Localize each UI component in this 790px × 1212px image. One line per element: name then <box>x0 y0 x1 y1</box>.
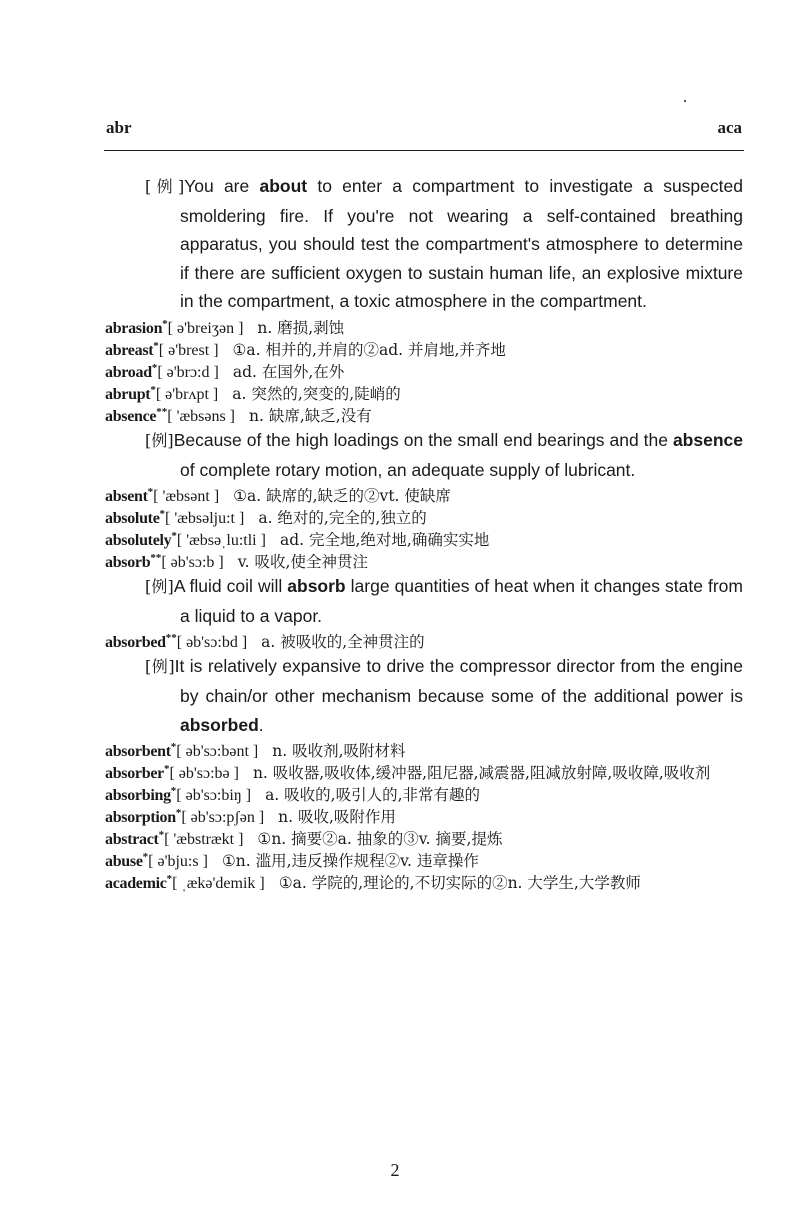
headword: abstract <box>105 831 159 849</box>
definition: n. 磨损,剥蚀 <box>257 318 345 337</box>
frequency-stars: * <box>162 317 168 330</box>
example-text: large quantities of heat when it changes state from a liquid to a vapor. <box>180 576 743 626</box>
phonetic: [ ˌækə'demik ] <box>172 875 265 893</box>
headword: absorbent <box>105 743 171 761</box>
phonetic: [ əb'sɔ:pʃən ] <box>181 809 265 827</box>
phonetic: [ əb'sɔ:bənt ] <box>176 743 259 761</box>
dictionary-entry <box>105 360 743 382</box>
headword: absent <box>105 488 148 506</box>
phonetic: [ əb'sɔ:bd ] <box>176 634 248 652</box>
dictionary-entry <box>105 528 743 550</box>
dictionary-entry <box>105 849 743 871</box>
phonetic: [ 'æbsəˌlu:tli ] <box>176 532 266 550</box>
example-text: You are <box>184 176 260 196</box>
phonetic: [ 'æbsəns ] <box>167 407 235 425</box>
example-text: to enter a compartment to investigate a suspected smoldering fire. If you're not wearing a self-contained breathing apparatus, you should test the compartment's atmosphere to determine if there are sufficient oxygen to sustain human life, an explosive mixture in the compartment, a toxic atmosphere in the compartment. <box>180 176 743 312</box>
frequency-stars: * <box>142 851 149 864</box>
example-label: [例] <box>145 577 174 597</box>
definition: n. 吸收器,吸收体,缓冲器,阻尼器,减震器,阻减放射障,吸收障,吸收剂 <box>252 764 711 783</box>
frequency-stars: * <box>147 486 154 499</box>
phonetic: [ 'æbsəlju:t ] <box>165 510 245 528</box>
dictionary-entry <box>105 484 743 506</box>
definition: n. 吸收剂,吸附材料 <box>272 742 406 761</box>
definition: ①n. 滥用,违反操作规程②v. 违章操作 <box>221 852 479 871</box>
frequency-stars: * <box>151 361 158 374</box>
phonetic: [ ə'breiʒən ] <box>167 319 244 337</box>
example-label: [例] <box>145 177 185 196</box>
headword: absorption <box>105 809 176 827</box>
frequency-stars: * <box>171 530 177 543</box>
definition: v. 吸收,使全神贯注 <box>237 553 368 572</box>
phonetic: [ ə'brest ] <box>158 341 219 359</box>
dictionary-entry <box>105 783 743 805</box>
frequency-stars: * <box>158 829 165 842</box>
example-text: A fluid coil will <box>173 576 288 597</box>
phonetic: [ əb'sɔ:biŋ ] <box>176 787 252 805</box>
headword: absorbed <box>105 634 166 652</box>
dictionary-entry <box>105 761 743 783</box>
running-header-right: aca <box>717 118 742 137</box>
definition: a. 吸收的,吸引人的,非常有趣的 <box>265 786 481 805</box>
example-sentence <box>105 172 743 316</box>
phonetic: [ əb'sɔ:b ] <box>161 554 224 572</box>
definition: a. 被吸收的,全神贯注的 <box>261 633 425 652</box>
example-sentence <box>105 426 743 484</box>
headword: absence <box>105 407 157 425</box>
example-highlight-word: absence <box>672 429 743 450</box>
frequency-stars: * <box>170 741 177 754</box>
dictionary-entries <box>105 172 743 893</box>
headword: absorber <box>105 765 164 783</box>
dictionary-entry <box>105 338 743 360</box>
definition: ①a. 缺席的,缺乏的②vt. 使缺席 <box>233 487 451 506</box>
definition: ①a. 相并的,并肩的②ad. 并肩地,并齐地 <box>232 340 506 359</box>
definition: n. 缺席,缺乏,没有 <box>249 406 372 425</box>
phonetic: [ ə'bju:s ] <box>148 853 208 871</box>
running-header-left: abr <box>106 118 132 137</box>
dictionary-entry <box>105 805 743 827</box>
dictionary-entry <box>105 871 743 893</box>
frequency-stars: ** <box>156 405 168 418</box>
headword: abrupt <box>105 385 151 403</box>
dictionary-entry <box>105 404 743 426</box>
phonetic: [ 'æbstrækt ] <box>164 831 244 849</box>
definition: ad. 在国外,在外 <box>232 362 345 381</box>
definition: a. 绝对的,完全的,独立的 <box>258 509 427 528</box>
frequency-stars: * <box>159 508 165 521</box>
frequency-stars: * <box>175 807 182 820</box>
headword: abroad <box>105 363 152 381</box>
headword: abuse <box>105 853 143 871</box>
example-highlight-word: absorbed <box>180 714 259 735</box>
example-highlight-word: absorb <box>287 576 346 597</box>
headword: absorb <box>105 554 151 572</box>
headword: absolute <box>105 510 160 528</box>
example-text: Because of the high loadings on the small end bearings and the <box>173 429 673 450</box>
frequency-stars: ** <box>150 552 162 565</box>
dictionary-entry <box>105 382 743 404</box>
frequency-stars: * <box>163 763 170 776</box>
example-text: It is relatively expansive to drive the compressor director from the engine by chain/or other mechanism because some of the additional power is <box>174 656 743 706</box>
dictionary-entry <box>105 506 743 528</box>
definition: a. 突然的,突变的,陡峭的 <box>232 384 401 403</box>
dictionary-entry <box>105 739 743 761</box>
definition: ①n. 摘要②a. 抽象的③v. 摘要,提炼 <box>257 830 503 849</box>
example-text: of complete rotary motion, an adequate supply of lubricant. <box>180 459 636 480</box>
headword: absorbing <box>105 787 171 805</box>
dictionary-entry <box>105 630 743 652</box>
definition: ad. 完全地,绝对地,确确实实地 <box>279 531 490 550</box>
headword: abreast <box>105 341 154 359</box>
dictionary-entry <box>105 550 743 572</box>
frequency-stars: * <box>166 873 173 886</box>
phonetic: [ 'æbsənt ] <box>153 488 220 506</box>
frequency-stars: ** <box>165 632 177 645</box>
scan-speck <box>684 100 686 102</box>
dictionary-entry <box>105 316 743 338</box>
dictionary-entry <box>105 827 743 849</box>
example-text: . <box>258 714 264 735</box>
example-label: [例] <box>145 657 175 677</box>
definition: ①a. 学院的,理论的,不切实际的②n. 大学生,大学教师 <box>278 874 641 893</box>
definition: n. 吸收,吸附作用 <box>278 808 396 827</box>
header-rule <box>104 150 744 151</box>
page-number: 2 <box>390 1160 400 1180</box>
frequency-stars: * <box>170 785 177 798</box>
headword: absolutely <box>105 532 172 550</box>
phonetic: [ ə'brɔ:d ] <box>157 363 219 381</box>
headword: abrasion <box>105 319 163 337</box>
example-label: [例] <box>145 430 174 450</box>
headword: academic <box>105 875 167 893</box>
frequency-stars: * <box>150 383 156 396</box>
example-sentence <box>105 572 743 630</box>
phonetic: [ əb'sɔ:bə ] <box>169 765 239 783</box>
phonetic: [ ə'brʌpt ] <box>155 385 219 403</box>
frequency-stars: * <box>153 339 159 352</box>
example-highlight-word: about <box>259 176 308 196</box>
example-sentence <box>105 652 743 739</box>
